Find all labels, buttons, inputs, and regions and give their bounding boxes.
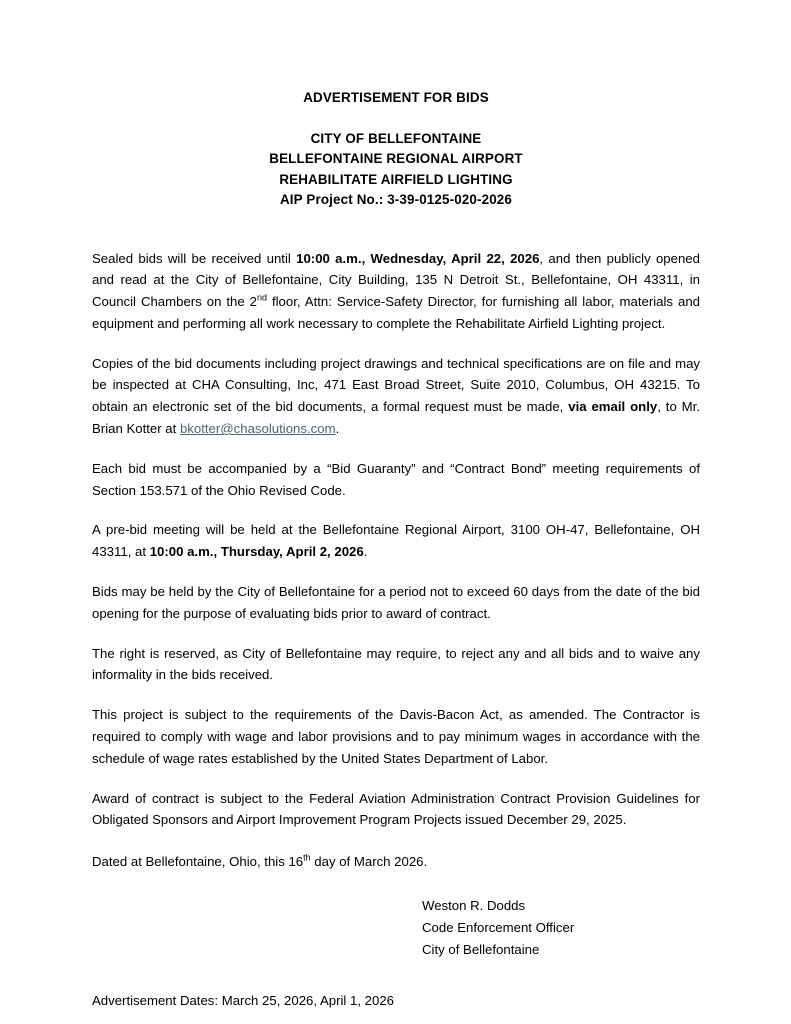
signature-block (422, 895, 700, 960)
bid-documents-text-1: Copies of the bid documents including project drawings and technical specifications are on file and may be inspected at CHA Consulting, Inc, 471 East Broad Street, Suite 2010, Columbus, OH 43215. To obtain an electronic set of the bid documents, a formal request must be made, (92, 355, 700, 415)
prebid-text-2: . (363, 544, 368, 560)
bid-documents-text-2: , to Mr. Brian Kotter at (92, 399, 700, 437)
bid-documents-text-3: . (335, 421, 340, 437)
ordinal-suffix-nd: nd (257, 292, 267, 303)
signer-name: Weston R. Dodds (422, 898, 526, 914)
subtitle-aip-number: AIP Project No.: 3-39-0125-020-2026 (279, 192, 512, 207)
paragraph-bid-guaranty: Each bid must be accompanied by a “Bid Guaranty” and “Contract Bond” meeting requirements of Section 153.571 of the Ohio Revised Code. (92, 460, 700, 498)
paragraph-faa-award: Award of contract is subject to the Federal Aviation Administration Contract Provision Guidelines for Obligated Sponsors and Airport Improvement Program Projects issued December 29, 2025. (92, 790, 700, 828)
signer-organization: City of Bellefontaine (422, 941, 540, 957)
contact-email-link[interactable]: bkotter@chasolutions.com (179, 421, 336, 437)
bid-opening-text-2: , and then publicly opened and read at the City of Bellefontaine, City Building, 135 N Detroit St., Bellefontaine, OH 43311, in Council Chambers on the 2 (92, 250, 700, 310)
advertisement-dates: Advertisement Dates: March 25, 2026, April 1, 2026 (92, 993, 395, 1009)
subtitle-airport: BELLEFONTAINE REGIONAL AIRPORT (269, 151, 523, 166)
paragraph-prebid-meeting (92, 519, 700, 563)
prebid-datetime: 10:00 a.m., Thursday, April 2, 2026 (149, 544, 364, 560)
document-subtitle-group (92, 129, 700, 211)
document-content (92, 88, 700, 1012)
dated-line (92, 851, 700, 873)
document-header (92, 88, 700, 211)
paragraph-davis-bacon: This project is subject to the requirements of the Davis-Bacon Act, as amended. The Contractor is required to comply with wage and labor provisions and to pay minimum wages in accordance with the schedule of wage rates established by the United States Department of Labor. (92, 707, 700, 766)
paragraph-bid-opening (92, 248, 700, 335)
paragraph-bid-hold: Bids may be held by the City of Bellefontaine for a period not to exceed 60 days from the date of the bid opening for the purpose of evaluating bids prior to award of contract. (92, 584, 700, 621)
signer-title: Code Enforcement Officer (422, 919, 575, 935)
subtitle-city: CITY OF BELLEFONTAINE (310, 130, 482, 146)
paragraph-right-reserved: The right is reserved, as City of Bellefontaine may require, to reject any and all bids and to waive any informality in the bids received. (92, 645, 700, 683)
bid-opening-datetime: 10:00 a.m., Wednesday, April 22, 2026 (296, 250, 540, 266)
paragraph-bid-documents (92, 353, 700, 440)
bid-opening-text-1: Sealed bids will be received until (92, 250, 297, 266)
prebid-text-1: A pre-bid meeting will be held at the Bellefontaine Regional Airport, 3100 OH-47, Bellefontaine, OH 43311, at (92, 522, 700, 560)
subtitle-project: REHABILITATE AIRFIELD LIGHTING (279, 171, 513, 187)
ordinal-suffix-th: th (303, 852, 311, 863)
bid-documents-emphasis: via email only (568, 399, 658, 415)
bid-opening-text-3: floor, Attn: Service-Safety Director, for furnishing all labor, materials and equipment and performing all work necessary to complete the Rehabilitate Airfield Lighting project. (92, 294, 700, 331)
document-body (92, 248, 700, 1013)
dated-text-2: day of March 2026. (310, 854, 428, 870)
dated-text-1: Dated at Bellefontaine, Ohio, this 16 (92, 854, 304, 870)
document-title: ADVERTISEMENT FOR BIDS (303, 90, 489, 105)
